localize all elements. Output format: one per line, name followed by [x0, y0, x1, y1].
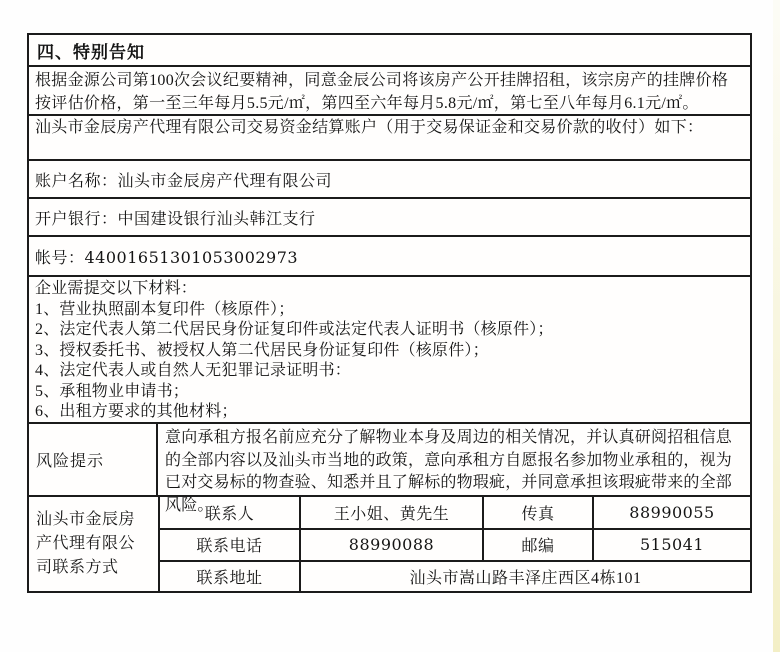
- settlement-account-intro-text: 汕头市金辰房产代理有限公司交易资金结算账户（用于交易保证金和交易价款的收付）如下：: [35, 119, 704, 136]
- special-notice-table: [27, 33, 752, 593]
- material-item-6: 6、出租方要求的其他材料；: [35, 403, 238, 420]
- risk-label: 风险提示: [36, 453, 105, 470]
- postcode-label: 邮编: [482, 528, 592, 559]
- section-title-row: [29, 35, 750, 65]
- fax-value: 88990055: [592, 497, 750, 528]
- contact-header-text: 汕头市金辰房产代理有限公司联系方式: [36, 511, 136, 576]
- risk-label-cell: [29, 424, 158, 495]
- account-number-text: 帐号：44001651301053002973: [35, 247, 299, 267]
- contact-person-label: 联系人: [158, 497, 299, 528]
- fax-label: 传真: [482, 497, 592, 528]
- phone-label: 联系电话: [158, 528, 299, 559]
- materials-row: [29, 275, 750, 422]
- material-item-1: 1、营业执照副本复印件（核原件）；: [35, 300, 295, 318]
- bank-row: [29, 197, 750, 235]
- postcode-value: 515041: [592, 528, 750, 559]
- materials-intro: 企业需提交以下材料：: [35, 280, 198, 297]
- phone-value: 88990088: [299, 528, 482, 559]
- bank-text: 开户银行：中国建设银行汕头韩江支行: [35, 210, 316, 228]
- material-item-2: 2、法定代表人第二代居民身份证复印件或法定代表人证明书（核原件）；: [35, 321, 554, 338]
- contact-person-value: 王小姐、黄先生: [299, 497, 482, 528]
- material-item-3: 3、授权委托书、被授权人第二代居民身份证复印件（核原件）；: [35, 341, 489, 359]
- settlement-account-intro-row: [29, 114, 750, 159]
- address-value: 汕头市嵩山路丰泽庄西区4栋101: [299, 560, 750, 591]
- account-name-text: 账户名称：汕头市金辰房产代理有限公司: [35, 172, 333, 190]
- contact-section: [29, 495, 750, 591]
- scan-edge-artifact: [773, 0, 780, 652]
- material-item-5: 5、承租物业申请书；: [35, 382, 190, 400]
- contact-header-cell: [29, 497, 158, 591]
- listing-notice-text: 根据金源公司第100次会议纪要精神，同意金辰公司将该房产公开挂牌招租，该宗房产的挂牌价格按评估价格，第一至三年每月5.5元/㎡，第四至六年每月5.8元/㎡，第七至八年每月6.1元/㎡。: [35, 72, 729, 112]
- listing-notice-row: [29, 65, 750, 114]
- section-title: 四、特别告知: [37, 42, 145, 62]
- risk-text: 意向承租方报名前应充分了解物业本身及周边的相关情况，并认真研阅招租信息的全部内容以及汕头市当地的政策，意向承租方自愿报名参加物业承租的，视为已对交易标的物查验、知悉并且了解标的物瑕疵，并同意承担该瑕疵带来的全部风险。: [165, 429, 733, 514]
- material-item-4: 4、法定代表人或自然人无犯罪记录证明书：: [35, 362, 352, 379]
- account-name-row: [29, 159, 750, 197]
- address-label: 联系地址: [158, 560, 299, 591]
- account-number-row: [29, 235, 750, 275]
